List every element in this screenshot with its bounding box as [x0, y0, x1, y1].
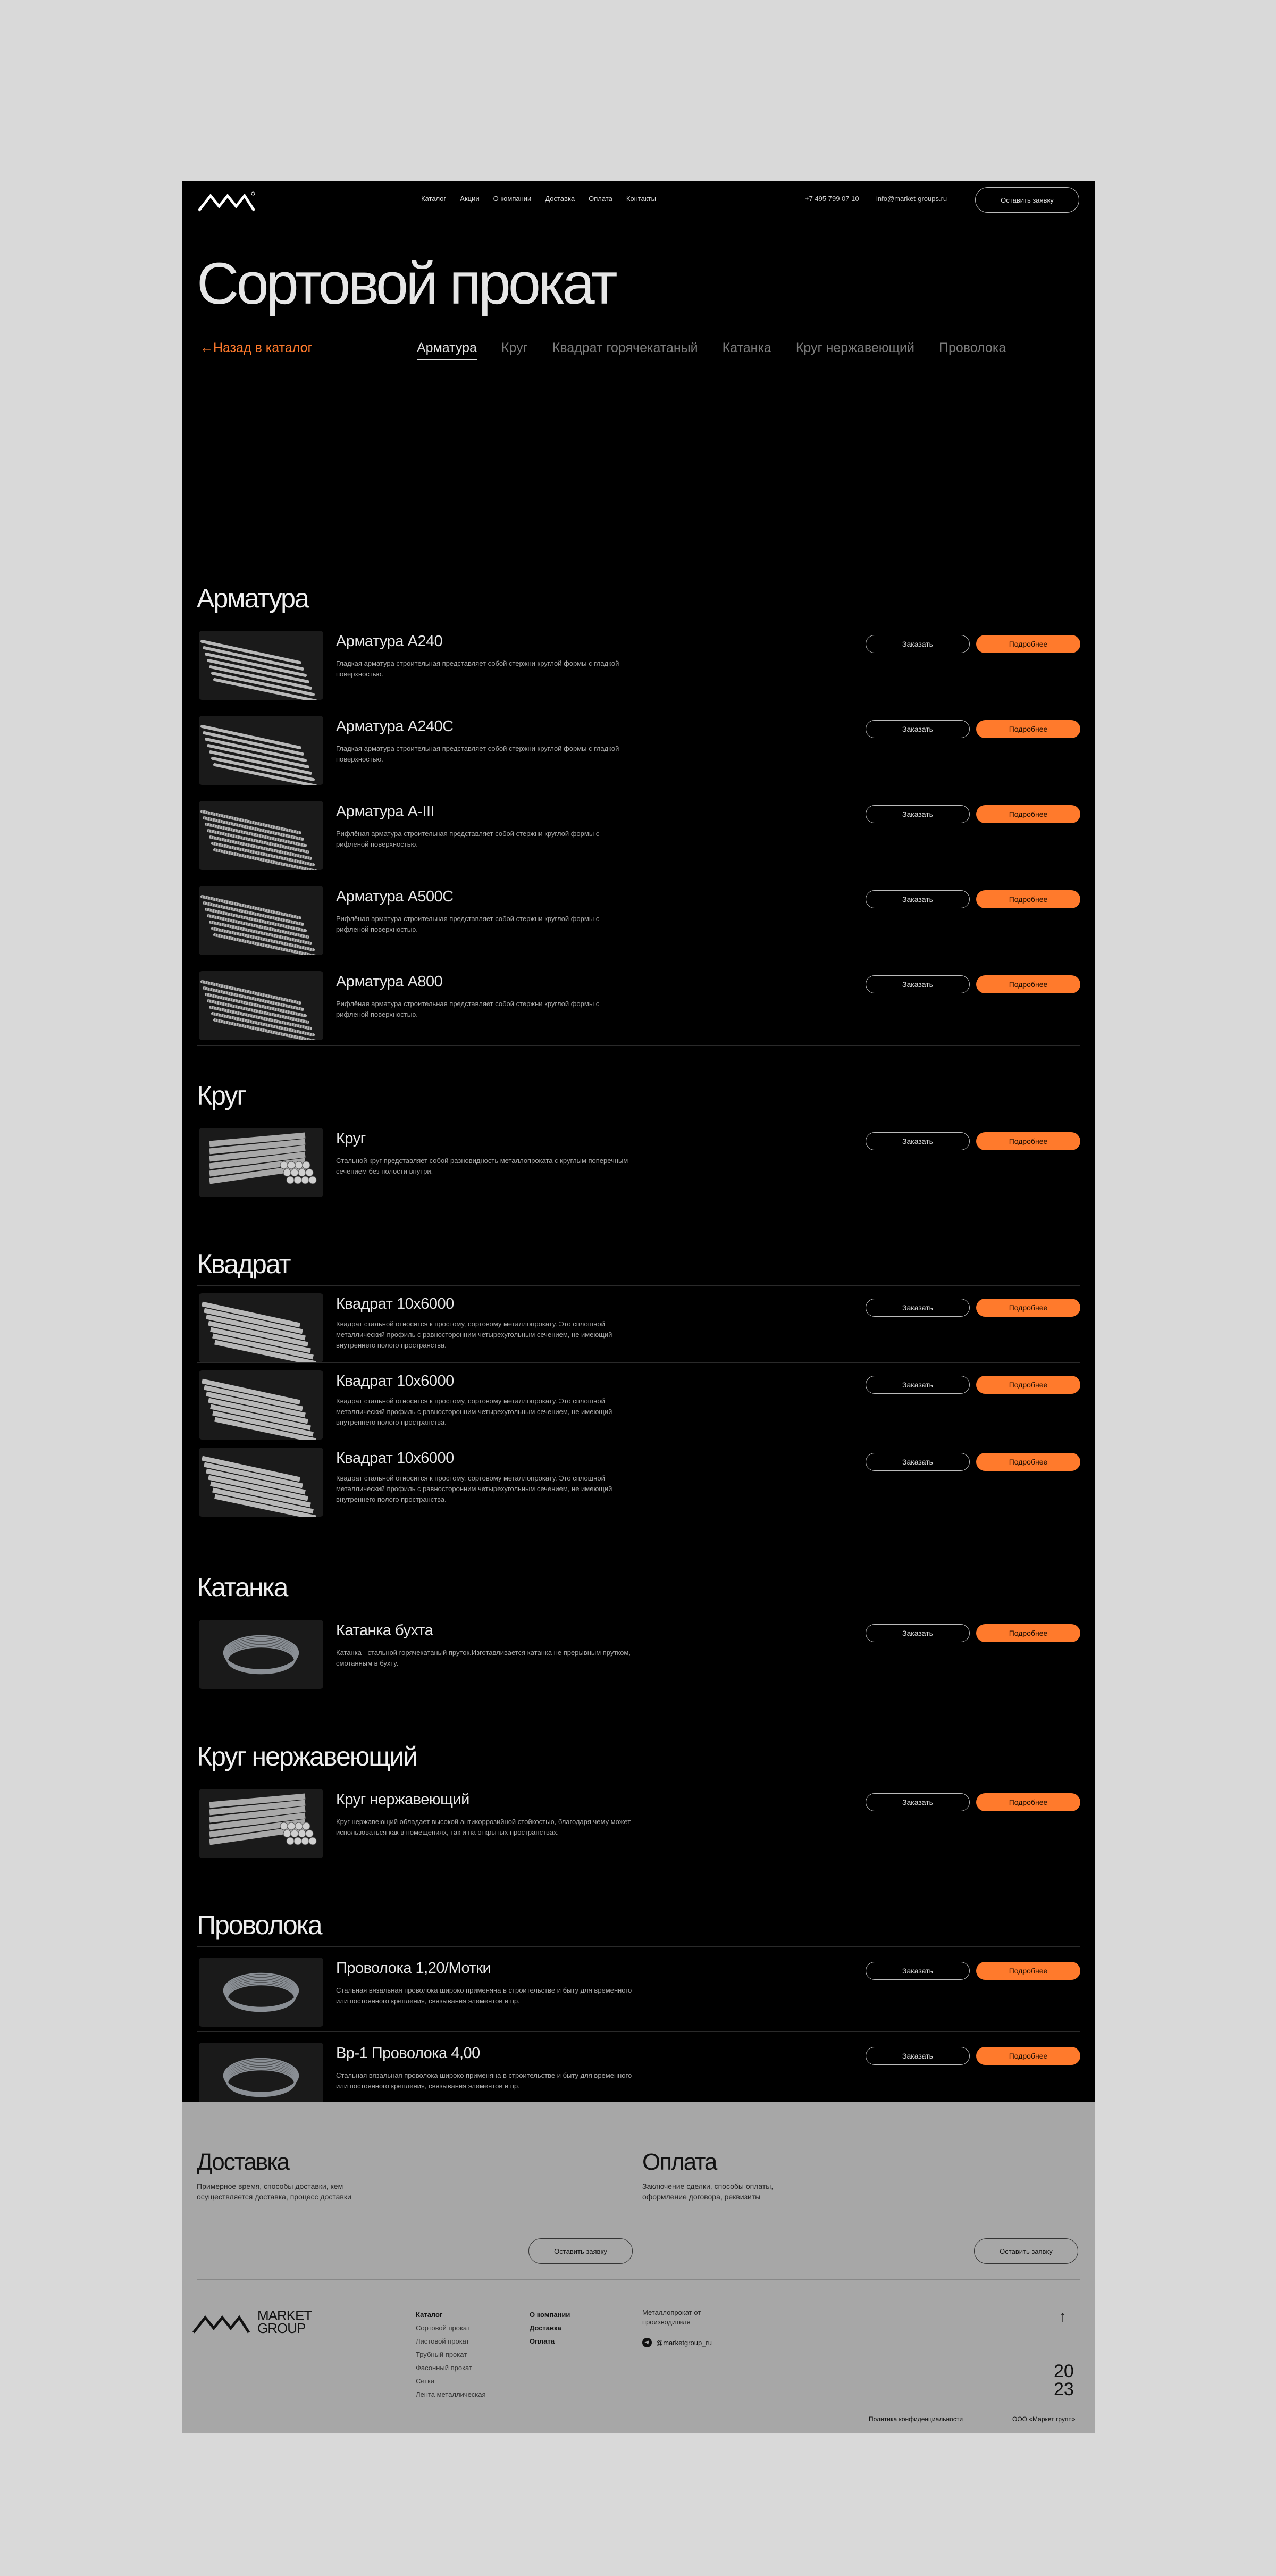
order-button[interactable]: Заказать: [866, 975, 970, 993]
order-button[interactable]: Заказать: [866, 1793, 970, 1811]
header-phone[interactable]: +7 495 799 07 10: [805, 195, 859, 203]
delivery-request-button[interactable]: Оставить заявку: [528, 2238, 633, 2264]
product-row: [197, 1947, 1080, 2032]
section-title: Проволока: [197, 1910, 322, 1940]
telegram-handle: @marketgroup_ru: [656, 2338, 712, 2347]
order-button[interactable]: Заказать: [866, 720, 970, 738]
product-row: [197, 960, 1080, 1046]
section-title: Круг: [197, 1081, 246, 1110]
tab-armatura[interactable]: Арматура: [417, 340, 477, 360]
details-button[interactable]: Подробнее: [976, 1376, 1080, 1394]
footer-divider: [197, 2279, 1080, 2280]
footer-logo-text: [257, 2309, 312, 2335]
nav-promo[interactable]: Акции: [460, 195, 480, 203]
logo-text-market: MARKET: [257, 2307, 312, 2323]
year-top: 20: [1054, 2361, 1074, 2381]
product-image[interactable]: [199, 631, 323, 700]
section-title: Арматура: [197, 583, 308, 613]
footer-link[interactable]: Лента металлическая: [416, 2390, 486, 2398]
year-label: [1054, 2362, 1074, 2398]
order-button[interactable]: Заказать: [866, 1624, 970, 1642]
order-button[interactable]: Заказать: [866, 890, 970, 908]
details-button[interactable]: Подробнее: [976, 1299, 1080, 1317]
footer-link[interactable]: Сортовой прокат: [416, 2324, 470, 2332]
nav-payment[interactable]: Оплата: [589, 195, 612, 203]
section-0: [197, 577, 1080, 1046]
product-name[interactable]: Арматура А500С: [336, 888, 454, 905]
details-button[interactable]: Подробнее: [976, 805, 1080, 823]
product-image[interactable]: [199, 1370, 323, 1440]
footer-link[interactable]: Оплата: [530, 2337, 555, 2345]
payment-block: [642, 2139, 1078, 2279]
product-image[interactable]: [199, 1958, 323, 2027]
tab-katanka[interactable]: Катанка: [722, 340, 771, 355]
product-row: [197, 705, 1080, 790]
product-name[interactable]: Арматура А800: [336, 973, 443, 990]
telegram-icon: [642, 2338, 652, 2347]
product-name[interactable]: Круг: [336, 1130, 366, 1147]
section-2: [197, 1243, 1080, 1517]
order-button[interactable]: Заказать: [866, 2047, 970, 2065]
product-row: [197, 1363, 1080, 1440]
order-button[interactable]: Заказать: [866, 805, 970, 823]
product-row: [197, 1778, 1080, 1863]
footer-tagline: Металлопрокат от производителя: [642, 2309, 701, 2326]
product-description: Рифлёная арматура строительная представляет собой стержни круглой формы с рифленой поверхностью.: [336, 830, 600, 848]
product-image[interactable]: [199, 971, 323, 1040]
product-description: Квадрат стальной относится к простому, сортовому металлопрокату. Это сплошной металлический профиль с равносторонним четырехугольным сечением, не имеющий внутреннего полого пространства.: [336, 1320, 612, 1349]
page: [182, 181, 1095, 2433]
details-button[interactable]: Подробнее: [976, 635, 1080, 653]
product-image[interactable]: [199, 1789, 323, 1858]
details-button[interactable]: Подробнее: [976, 1793, 1080, 1811]
footer-link[interactable]: Фасонный прокат: [416, 2364, 472, 2372]
year-bottom: 23: [1054, 2379, 1074, 2399]
product-image[interactable]: [199, 1620, 323, 1689]
product-name[interactable]: Арматура А240: [336, 633, 443, 650]
order-button[interactable]: Заказать: [866, 1376, 970, 1394]
product-description: Рифлёная арматура строительная представляет собой стержни круглой формы с рифленой поверхностью.: [336, 915, 600, 933]
footer: [182, 2102, 1095, 2433]
order-button[interactable]: Заказать: [866, 1453, 970, 1471]
footer-link[interactable]: Трубный прокат: [416, 2351, 467, 2358]
payment-request-button[interactable]: Оставить заявку: [974, 2238, 1078, 2264]
footer-link[interactable]: Доставка: [530, 2324, 561, 2332]
footer-link[interactable]: О компании: [530, 2311, 570, 2319]
tab-krug[interactable]: Круг: [501, 340, 528, 355]
nav-contacts[interactable]: Контакты: [626, 195, 657, 203]
product-row: [197, 1117, 1080, 1202]
footer-company-links: [530, 2308, 570, 2348]
product-name[interactable]: Вр-1 Проволока 4,00: [336, 2045, 480, 2062]
product-name[interactable]: Круг нержавеющий: [336, 1791, 469, 1808]
details-button[interactable]: Подробнее: [976, 1132, 1080, 1150]
nav-delivery[interactable]: Доставка: [545, 195, 575, 203]
section-title: Катанка: [197, 1573, 288, 1602]
nav-about[interactable]: О компании: [493, 195, 532, 203]
details-button[interactable]: Подробнее: [976, 1962, 1080, 1980]
delivery-title: Доставка: [197, 2149, 289, 2175]
footer-catalog-links: [416, 2308, 486, 2401]
details-button[interactable]: Подробнее: [976, 2047, 1080, 2065]
product-row: [197, 1440, 1080, 1517]
product-name[interactable]: Квадрат 10х6000: [336, 1450, 454, 1467]
product-name[interactable]: Арматура А-III: [336, 803, 435, 820]
product-name[interactable]: Арматура А240С: [336, 718, 454, 735]
product-row: [197, 1609, 1080, 1694]
section-3: [197, 1566, 1080, 1694]
section-title: Квадрат: [197, 1249, 290, 1279]
product-row: [197, 790, 1080, 875]
logo-text-group: GROUP: [257, 2320, 306, 2336]
header: [182, 181, 1095, 218]
delivery-block: [197, 2139, 633, 2279]
product-name[interactable]: Квадрат 10х6000: [336, 1373, 454, 1390]
section-4: [197, 1735, 1080, 1863]
product-image[interactable]: [199, 1448, 323, 1517]
page-title: Сортовой прокат: [197, 251, 615, 316]
privacy-policy-link[interactable]: Политика конфиденциальности: [869, 2415, 963, 2423]
payment-text: Заключение сделки, способы оплаты, оформление договора, реквизиты: [642, 2182, 774, 2201]
delivery-text: Примерное время, способы доставки, кем осуществляется доставка, процесс доставки: [197, 2182, 351, 2201]
footer-link[interactable]: Листовой прокат: [416, 2337, 469, 2345]
product-description: Гладкая арматура строительная представляет собой стержни круглой формы с гладкой поверхностью.: [336, 745, 619, 763]
order-button[interactable]: Заказать: [866, 635, 970, 653]
product-description: Круг нержавеющий обладает высокой антикоррозийной стойкостью, благодаря чему может использоваться как в помещениях, так и на открытых пространствах.: [336, 1818, 631, 1836]
nav-catalog[interactable]: Каталог: [421, 195, 447, 203]
product-description: Квадрат стальной относится к простому, сортовому металлопрокату. Это сплошной металлический профиль с равносторонним четырехугольным сечением, не имеющий внутреннего полого пространства.: [336, 1474, 612, 1503]
tab-kvadrat[interactable]: Квадрат горячекатаный: [552, 340, 698, 355]
main-nav: [421, 195, 656, 203]
product-description: Стальная вязальная проволока широко применяна в строительстве и быту для временного или постоянного крепления, связывания элементов и пр.: [336, 2071, 632, 2090]
payment-title: Оплата: [642, 2149, 717, 2175]
product-row: [197, 620, 1080, 705]
product-description: Стальная вязальная проволока широко применяна в строительстве и быту для временного или постоянного крепления, связывания элементов и пр.: [336, 1986, 632, 2005]
product-image[interactable]: [199, 886, 323, 955]
product-image[interactable]: [199, 1293, 323, 1362]
details-button[interactable]: Подробнее: [976, 720, 1080, 738]
tab-krug-nerzh[interactable]: Круг нержавеющий: [795, 340, 914, 355]
product-row: [197, 1286, 1080, 1363]
product-description: Гладкая арматура строительная представляет собой стержни круглой формы с гладкой поверхностью.: [336, 659, 619, 678]
product-name[interactable]: Проволока 1,20/Мотки: [336, 1960, 491, 1977]
request-button[interactable]: Оставить заявку: [975, 187, 1079, 213]
product-image[interactable]: [199, 716, 323, 785]
section-1: [197, 1074, 1080, 1202]
scroll-up-arrow-icon[interactable]: ↑: [1059, 2308, 1067, 2324]
details-button[interactable]: Подробнее: [976, 975, 1080, 993]
details-button[interactable]: Подробнее: [976, 1624, 1080, 1642]
product-description: Квадрат стальной относится к простому, сортовому металлопрокату. Это сплошной металлический профиль с равносторонним четырехугольным сечением, не имеющий внутреннего полого пространства.: [336, 1397, 612, 1426]
product-name[interactable]: Квадрат 10х6000: [336, 1295, 454, 1312]
footer-logo-icon: [192, 2310, 251, 2334]
footer-link[interactable]: Каталог: [416, 2311, 443, 2319]
company-name: ООО «Маркет групп»: [1012, 2415, 1076, 2423]
details-button[interactable]: Подробнее: [976, 1453, 1080, 1471]
section-title: Круг нержавеющий: [197, 1742, 417, 1771]
back-to-catalog-link[interactable]: ←Назад в каталог: [200, 340, 313, 355]
product-description: Рифлёная арматура строительная представляет собой стержни круглой формы с рифленой поверхностью.: [336, 1000, 600, 1018]
category-tabs: [417, 340, 1006, 360]
tab-provoloka[interactable]: Проволока: [938, 340, 1006, 355]
footer-link[interactable]: Сетка: [416, 2377, 435, 2385]
product-name[interactable]: Катанка бухта: [336, 1622, 433, 1639]
header-email[interactable]: info@market-groups.ru: [876, 195, 947, 203]
product-image[interactable]: [199, 1128, 323, 1197]
footer-logo[interactable]: [192, 2309, 312, 2335]
order-button[interactable]: Заказать: [866, 1962, 970, 1980]
product-description: Катанка - стальной горячекатаный пруток.Изготавливается катанка не прерывным прутком, смотанным в бухту.: [336, 1649, 631, 1667]
details-button[interactable]: Подробнее: [976, 890, 1080, 908]
product-row: [197, 875, 1080, 960]
telegram-link[interactable]: [642, 2338, 712, 2347]
product-image[interactable]: [199, 801, 323, 870]
product-description: Стальной круг представляет собой разновидность металлопроката с круглым поперечным сечением без полости внутри.: [336, 1157, 628, 1175]
logo-icon[interactable]: [198, 190, 256, 212]
order-button[interactable]: Заказать: [866, 1299, 970, 1317]
order-button[interactable]: Заказать: [866, 1132, 970, 1150]
